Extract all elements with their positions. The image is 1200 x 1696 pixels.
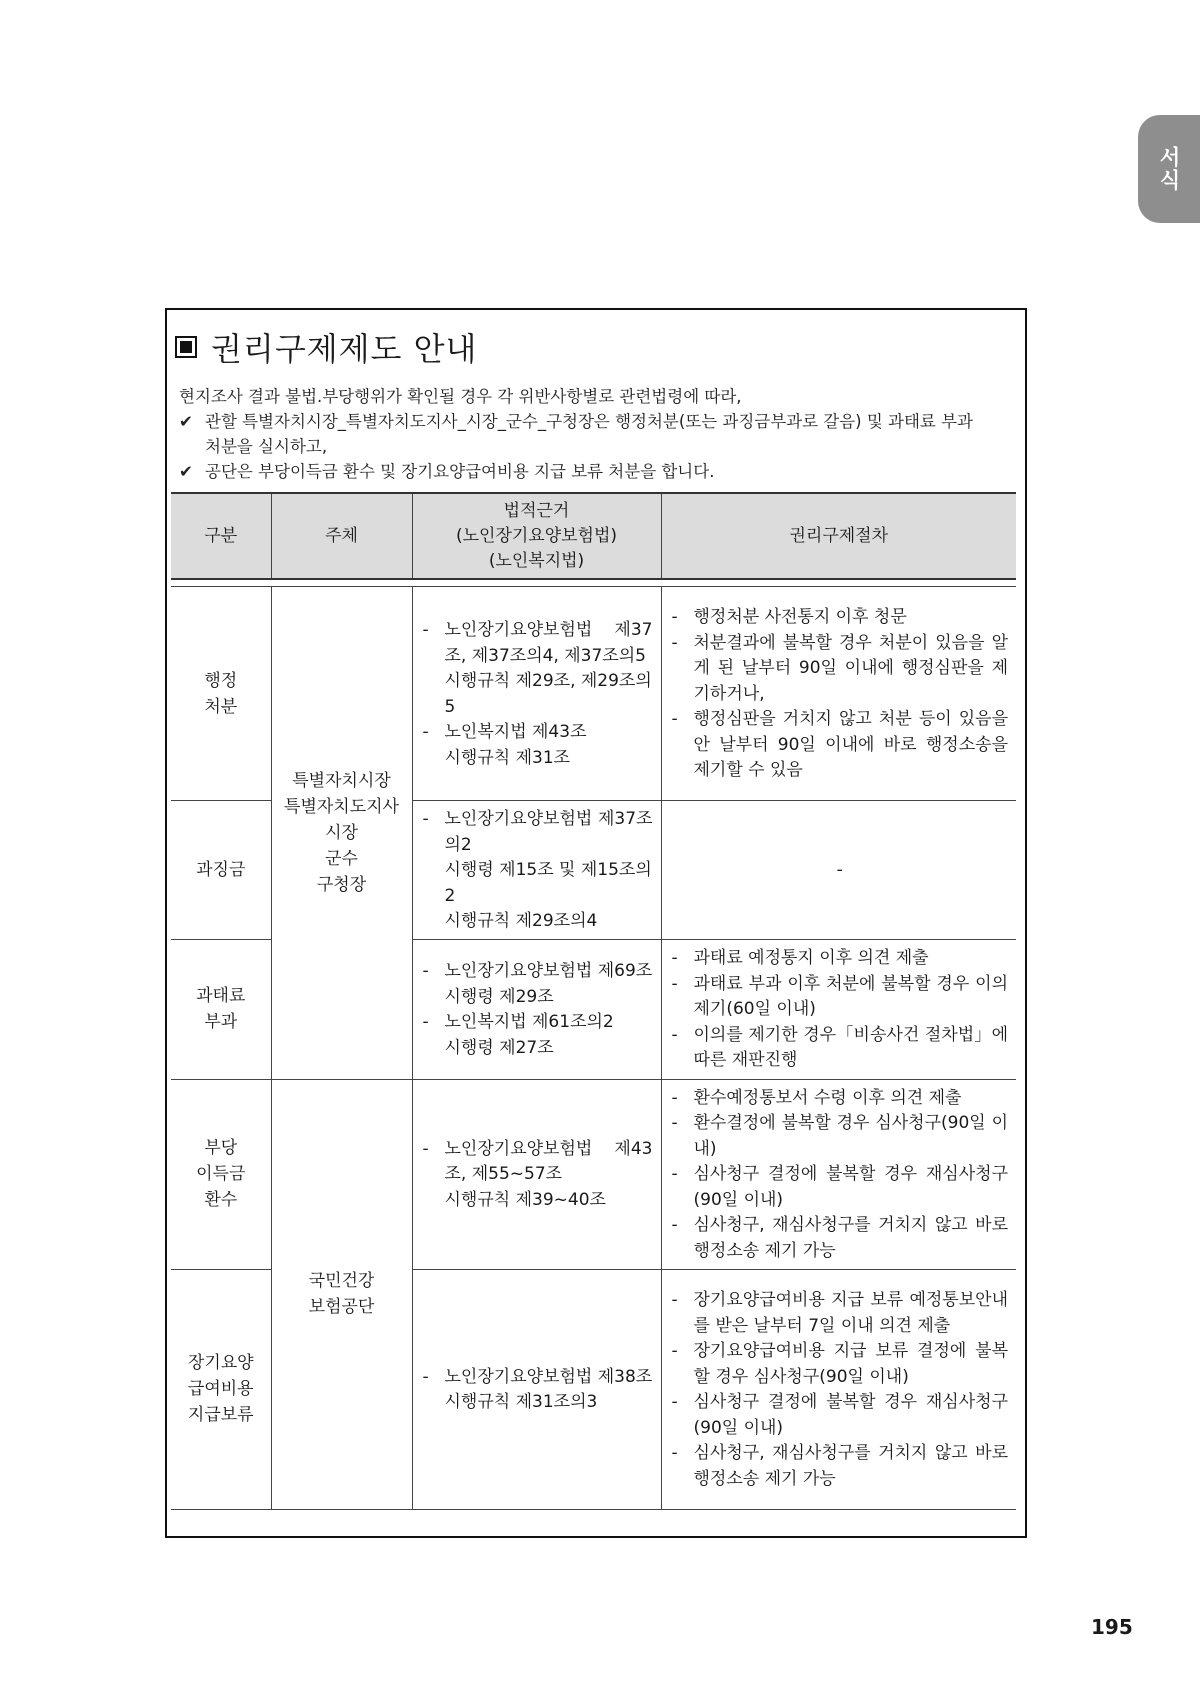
law-subitem: 시행규칙 제39~40조 (444, 1189, 606, 1210)
procedure-item: - 심사청구 결정에 불복할 경우 재심사청구(90일 이내) (671, 1164, 1008, 1210)
header-law-line: (노인장기요양보험법) (455, 525, 618, 546)
category-line: 과태료 (196, 986, 246, 1006)
law-subitem: 시행령 제27조 (444, 1037, 554, 1058)
law-subitem: 시행규칙 제31조의3 (444, 1392, 598, 1412)
procedure-item: - 행정심판을 거치지 않고 처분 등이 있음을 안 날부터 90일 이내에 바로 행정소송을 제기할 수 있음 (671, 709, 1008, 781)
category-line: 과징금 (196, 859, 246, 880)
row-law (412, 587, 661, 801)
page-number: 195 (1091, 1615, 1133, 1639)
row-category (171, 1269, 271, 1509)
header-law-line: (노인복지법) (488, 550, 585, 571)
section-tab[interactable] (1138, 115, 1200, 223)
category-line: 장기요양 (187, 1353, 254, 1373)
remedy-table (171, 492, 1016, 1510)
checkmark-icon: ✔ (179, 412, 193, 431)
law-item: - 노인복지법 제61조의2 (422, 1012, 614, 1032)
law-item: - 노인장기요양보험법 제37조의2 (422, 809, 653, 855)
header-law-line: 법적근거 (503, 500, 570, 521)
law-subitem: 시행령 제29조 (444, 986, 554, 1007)
category-line: 환수 (204, 1190, 238, 1210)
intro-bullet-text: 공단은 부당이득금 환수 및 장기요양급여비용 지급 보류 처분을 합니다. (205, 462, 715, 481)
header-category: 구분 (171, 493, 271, 579)
row-law (412, 939, 661, 1079)
header-entity: 주체 (271, 493, 412, 579)
entity-line: 국민건강 (308, 1271, 375, 1291)
procedure-item: - 환수결정에 불복할 경우 심사청구(90일 이내) (671, 1113, 1008, 1159)
entity-line: 특별자치도지사 (284, 796, 399, 817)
row-procedure (661, 1079, 1016, 1269)
header-gap (171, 579, 1016, 587)
row-category (171, 801, 271, 940)
table-header-row (171, 493, 1016, 579)
entity-line: 시장 (325, 822, 358, 843)
row-procedure: - (661, 801, 1016, 940)
category-line: 급여비용 (187, 1379, 254, 1399)
row-procedure (661, 587, 1016, 801)
entity-line: 특별자치시장 (292, 770, 391, 791)
law-item: - 노인장기요양보험법 제37조, 제37조의4, 제37조의5 (422, 620, 653, 666)
row-category (171, 1079, 271, 1269)
page-title: 권리구제제도 안내 (211, 330, 478, 368)
intro-bullet-continuation: 처분을 실시하고, (205, 437, 328, 456)
procedure-item: - 이의를 제기한 경우「비송사건 절차법」에 따른 재판진행 (671, 1024, 1008, 1071)
procedure-item: - 심사청구 결정에 불복할 경우 재심사청구(90일 이내) (671, 1392, 1008, 1438)
row-category (171, 587, 271, 801)
entity-line: 구청장 (316, 874, 367, 895)
category-line: 행정 (204, 670, 238, 691)
law-item: - 노인장기요양보험법 제38조 (422, 1366, 653, 1387)
square-bullet-icon (175, 336, 197, 358)
law-subitem: 시행규칙 제31조 (444, 747, 571, 768)
law-item: - 노인복지법 제43조 (422, 722, 587, 742)
law-subitem: 시행령 제15조 및 제15조의2 (444, 860, 652, 906)
checkmark-icon: ✔ (179, 462, 193, 481)
row-procedure (661, 939, 1016, 1079)
row-law (412, 801, 661, 940)
intro-bullet (179, 409, 1029, 434)
procedure-item: - 과태료 부과 이후 처분에 불복할 경우 이의제기(60일 이내) (671, 973, 1008, 1020)
intro-bullet-text: 관할 특별자치시장_특별자치도지사_시장_군수_구청장은 행정처분(또는 과징금부과로 갈음) 및 과태료 부과 (205, 412, 973, 431)
category-line: 부당 (204, 1138, 238, 1158)
procedure-item: - 처분결과에 불복할 경우 처분이 있음을 알게 된 날부터 90일 이내에 행정심판을 제기하거나, (671, 632, 1008, 704)
law-item: - 노인장기요양보험법 제43조, 제55~57조 (422, 1138, 653, 1185)
entity-line: 보험공단 (308, 1297, 375, 1317)
procedure-item: - 과태료 예정통지 이후 의견 제출 (671, 948, 929, 969)
law-subitem: 시행규칙 제29조의4 (444, 911, 598, 931)
law-item: - 노인장기요양보험법 제69조 (422, 961, 653, 981)
intro-text (179, 384, 1029, 484)
table-row (171, 587, 1016, 801)
intro-bullet (179, 459, 1029, 484)
header-procedure: 권리구제절차 (661, 493, 1016, 579)
info-box (165, 308, 1027, 1538)
category-line: 처분 (204, 696, 238, 717)
row-law (412, 1079, 661, 1269)
procedure-item: - 행정처분 사전통지 이후 청문 (671, 607, 907, 628)
category-line: 이득금 (196, 1164, 246, 1184)
intro-line: 현지조사 결과 불법.부당행위가 확인될 경우 각 위반사항별로 관련법령에 따라, (179, 387, 742, 406)
title-row (175, 324, 477, 370)
section-tab-label: 서식 (1157, 146, 1181, 192)
procedure-item: - 장기요양급여비용 지급 보류 결정에 불복할 경우 심사청구(90일 이내) (671, 1341, 1008, 1387)
procedure-item: - 심사청구, 재심사청구를 거치지 않고 바로 행정소송 제기 가능 (671, 1215, 1008, 1261)
entity-nhis (271, 1079, 412, 1509)
procedure-item: - 심사청구, 재심사청구를 거치지 않고 바로 행정소송 제기 가능 (671, 1443, 1008, 1489)
procedure-item: - 장기요양급여비용 지급 보류 예정통보안내를 받은 날부터 7일 이내 의견 제출 (671, 1290, 1008, 1336)
row-category (171, 939, 271, 1079)
row-law (412, 1269, 661, 1509)
category-line: 지급보류 (187, 1405, 254, 1425)
row-procedure (661, 1269, 1016, 1509)
category-line: 부과 (204, 1012, 238, 1032)
entity-line: 군수 (325, 848, 358, 869)
table-row (171, 1079, 1016, 1269)
entity-local-government (271, 587, 412, 1080)
law-subitem: 시행규칙 제29조, 제29조의5 (444, 671, 652, 717)
header-law (412, 493, 661, 579)
procedure-item: - 환수예정통보서 수령 이후 의견 제출 (671, 1087, 962, 1108)
